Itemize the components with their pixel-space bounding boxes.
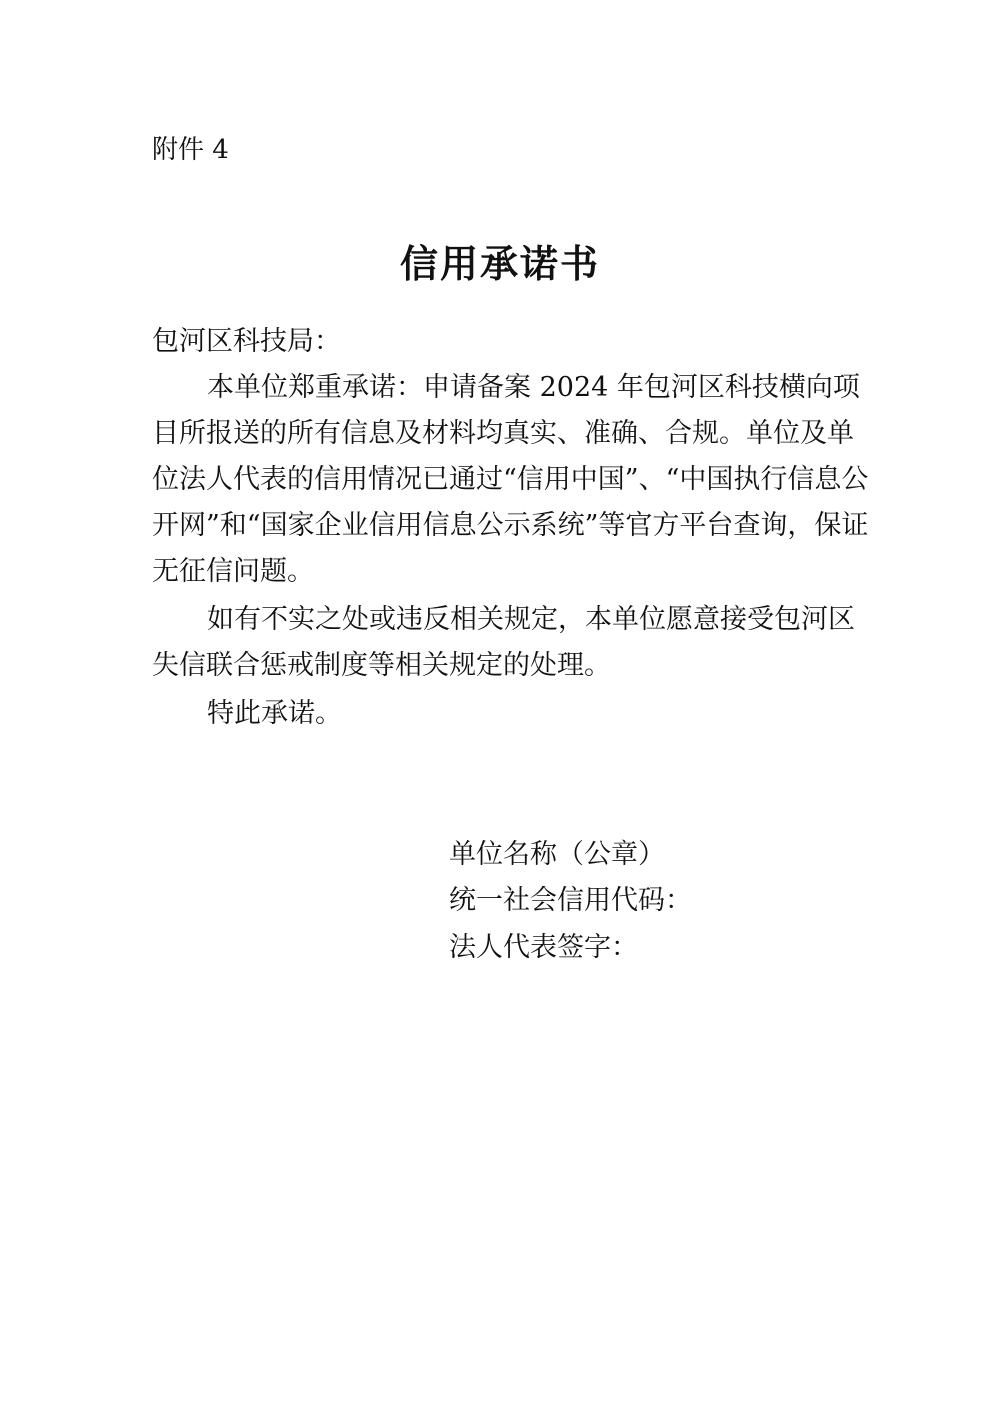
recipient-line: 包河区科技局：: [152, 326, 341, 357]
paragraph1-line: 位法人代表的信用情况已通过“信用中国”、“中国执行信息公: [152, 464, 869, 495]
page-title: 信用承诺书: [399, 242, 600, 287]
signature-credit-code: 统一社会信用代码：: [449, 885, 692, 916]
closing-line: 特此承诺。: [207, 698, 342, 729]
paragraph1-line: 本单位郑重承诺：申请备案 2024 年包河区科技横向项: [207, 372, 860, 403]
signature-legal-rep: 法人代表签字：: [449, 932, 638, 963]
paragraph2-line: 失信联合惩戒制度等相关规定的处理。: [152, 650, 611, 681]
paragraph1-line: 目所报送的所有信息及材料均真实、准确、合规。单位及单: [152, 418, 854, 449]
paragraph1-line: 开网”和“国家企业信用信息公示系统”等官方平台查询，保证: [152, 510, 869, 541]
paragraph2-line: 如有不实之处或违反相关规定，本单位愿意接受包河区: [207, 604, 855, 635]
signature-unit-name: 单位名称（公章）: [449, 839, 665, 870]
attachment-label: 附件 4: [152, 135, 229, 165]
paragraph1-line: 无征信问题。: [152, 556, 314, 587]
